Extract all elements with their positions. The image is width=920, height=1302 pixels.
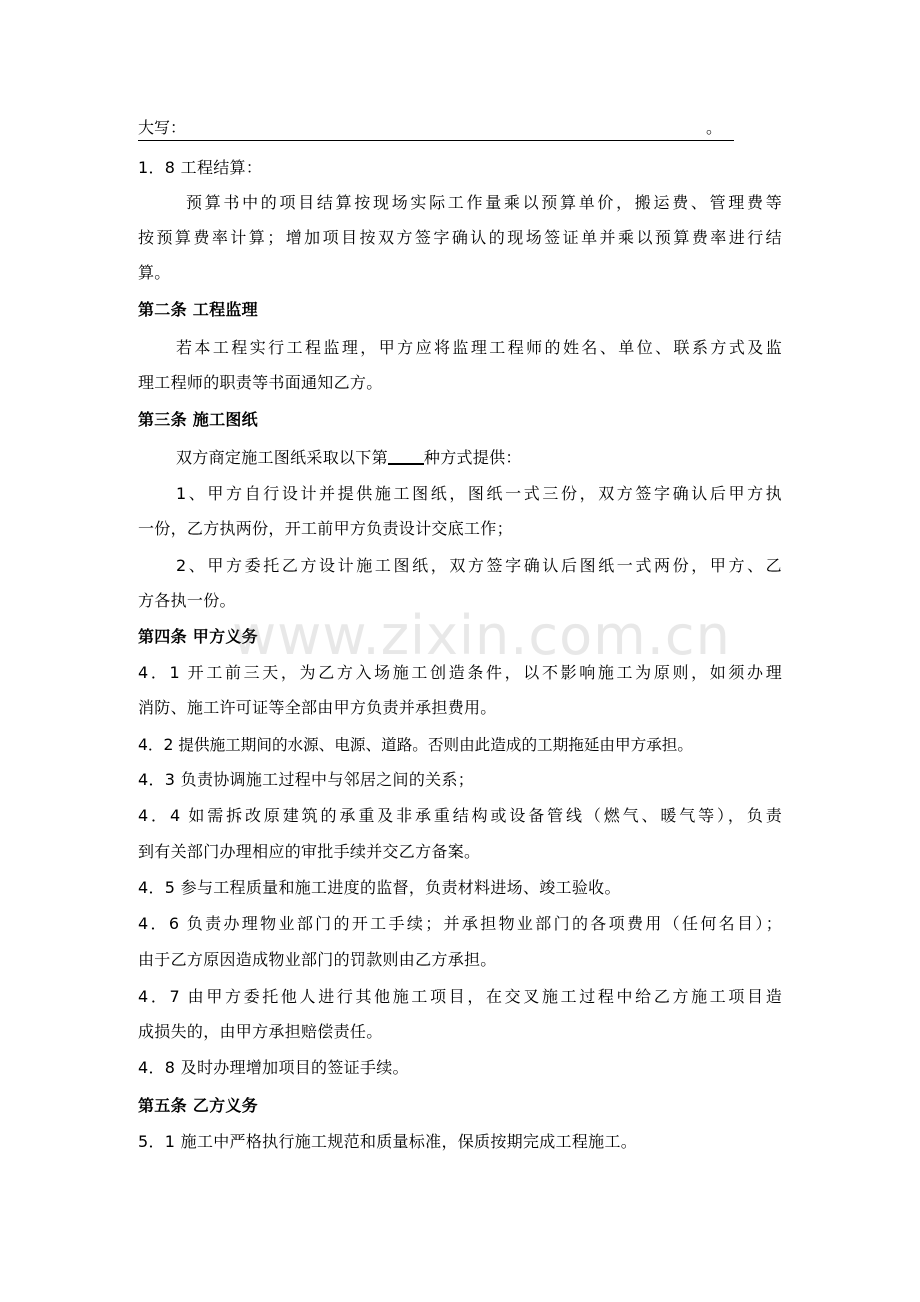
- para-settlement-3: 算。: [138, 263, 171, 282]
- para-supervision-2: 理工程师的职责等书面通知乙方。: [138, 373, 383, 392]
- clause-1-8: 1．8 工程结算：: [138, 158, 263, 177]
- clause-4-6-line1: 4．6 负责办理物业部门的开工手续；并承担物业部门的各项费用（任何名目）；: [138, 914, 782, 933]
- heading-article-4: 第四条 甲方义务: [138, 627, 258, 646]
- clause-4-8: 4．8 及时办理增加项目的签证手续。: [138, 1058, 409, 1077]
- clause-4-5: 4．5 参与工程质量和施工进度的监督，负责材料进场、竣工验收。: [138, 878, 621, 897]
- para-drawings-opt2-2: 方各执一份。: [138, 591, 236, 610]
- para-drawings-opt2-1: 2、甲方委托乙方设计施工图纸，双方签字确认后图纸一式两份，甲方、乙: [176, 556, 782, 575]
- clause-5-1: 5．1 施工中严格执行施工规范和质量标准，保质按期完成工程施工。: [138, 1132, 638, 1151]
- para-supervision-1: 若本工程实行工程监理，甲方应将监理工程师的姓名、单位、联系方式及监: [176, 338, 782, 357]
- clause-4-7-line2: 成损失的，由甲方承担赔偿责任。: [138, 1022, 383, 1041]
- para-settlement-1: 预算书中的项目结算按现场实际工作量乘以预算单价，搬运费、管理费等: [186, 193, 782, 212]
- para-drawings-opt1-1: 1、甲方自行设计并提供施工图纸，图纸一式三份，双方签字确认后甲方执: [176, 484, 782, 503]
- para-drawings-opt1-2: 一份，乙方执两份，开工前甲方负责设计交底工作；: [138, 519, 513, 538]
- clause-4-1-line1: 4．1 开工前三天，为乙方入场施工创造条件，以不影响施工为原则，如须办理: [138, 663, 782, 682]
- clause-4-1-line2: 消防、施工许可证等全部由甲方负责并承担费用。: [138, 698, 497, 717]
- watermark: www.zixin.com.cn: [232, 604, 731, 667]
- heading-article-3: 第三条 施工图纸: [138, 410, 258, 429]
- heading-article-5: 第五条 乙方义务: [138, 1096, 258, 1115]
- clause-4-4-line1: 4．4 如需拆改原建筑的承重及非承重结构或设备管线（燃气、暖气等），负责: [138, 806, 782, 825]
- para-settlement-2: 按预算费率计算；增加项目按双方签字确认的现场签证单并乘以预算费率进行结: [138, 228, 782, 247]
- daxie-fill-line: [138, 118, 734, 141]
- para-drawings-intro: [176, 448, 522, 468]
- option-blank: [388, 449, 424, 465]
- daxie-label: 大写：: [138, 118, 187, 137]
- daxie-end-mark: 。: [705, 118, 722, 137]
- drawings-intro-text: 双方商定施工图纸采取以下第: [176, 448, 388, 467]
- clause-4-2: 4．2 提供施工期间的水源、电源、道路。否则由此造成的工期拖延由甲方承担。: [138, 736, 693, 754]
- clause-4-3: 4．3 负责协调施工过程中与邻居之间的关系；: [138, 770, 475, 789]
- drawings-intro-tail: 种方式提供：: [423, 448, 522, 467]
- heading-article-2: 第二条 工程监理: [138, 300, 258, 319]
- clause-4-6-line2: 由于乙方原因造成物业部门的罚款则由乙方承担。: [138, 950, 497, 969]
- clause-4-7-line1: 4．7 由甲方委托他人进行其他施工项目，在交叉施工过程中给乙方施工项目造: [138, 987, 782, 1006]
- clause-4-4-line2: 到有关部门办理相应的审批手续并交乙方备案。: [138, 842, 481, 861]
